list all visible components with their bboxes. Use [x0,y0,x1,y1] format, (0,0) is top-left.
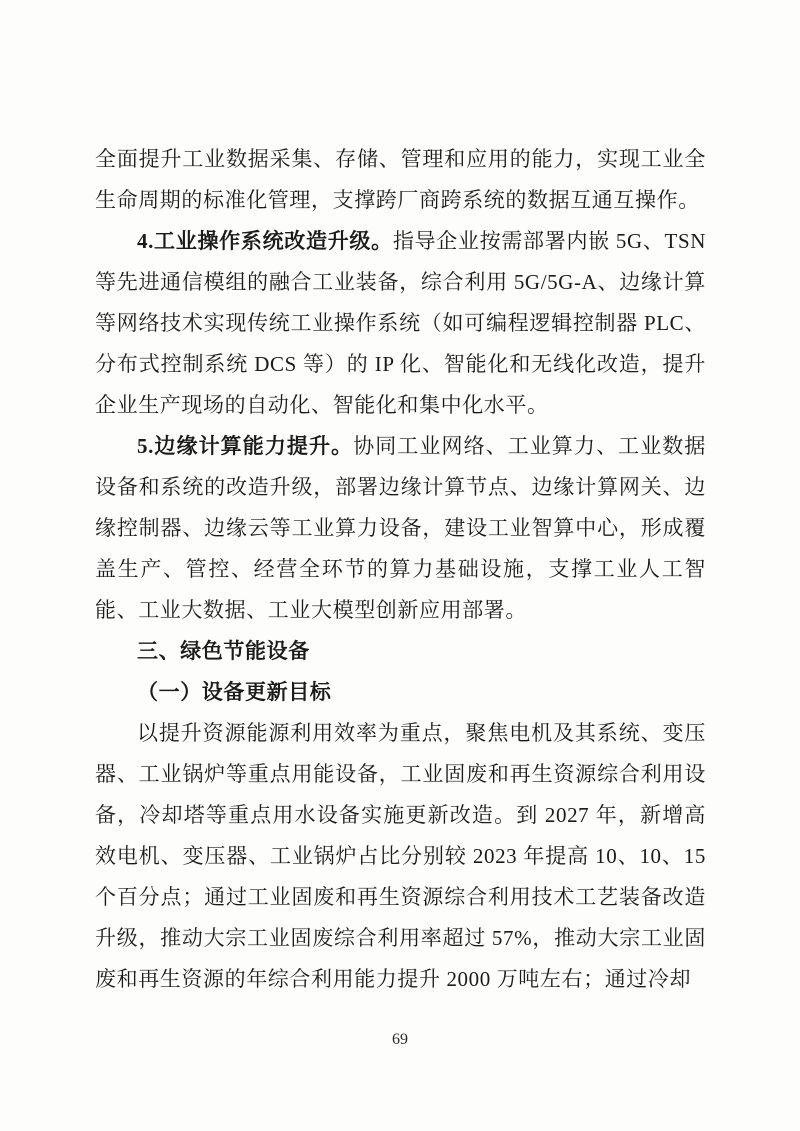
item-4-body-text: 指导企业按需部署内嵌 5G、TSN 等先进通信模组的融合工业装备，综合利用 5G/5G-A、边缘计算等网络技术实现传统工业操作系统（如可编程逻辑控制器 PLC、分布式控制系统 DCS 等）的 IP 化、智能化和无线化改造，提升企业生产现场的自动化、智能化和集中化水平。 [95,229,706,417]
paragraph-continuation: 全面提升工业数据采集、存储、管理和应用的能力，实现工业全生命周期的标准化管理，支撑跨厂商跨系统的数据互通互操作。 [95,147,706,212]
paragraph-item-4 [95,221,706,426]
item-4-lead-heading: 4.工业操作系统改造升级。 [137,229,393,253]
document-body [95,139,706,1000]
item-5-lead-heading: 5.边缘计算能力提升。 [137,434,354,458]
paragraph-item-5 [95,426,706,631]
paragraph-update-goals: 以提升资源能源利用效率为重点，聚焦电机及其系统、变压器、工业锅炉等重点用能设备，工业固废和再生资源综合利用设备，冷却塔等重点用水设备实施更新改造。到 2027 年，新增高效电机、变压器、工业锅炉占比分别较 2023 年提高 10、10、15 个百分点；通过工业固废和再生资源综合利用技术工艺装备改造升级，推动大宗工业固废综合利用率超过 57%，推动大宗工业固废和再生资源的年综合利用能力提升 2000 万吨左右；通过冷却 [95,721,706,991]
page-number: 69 [392,1031,408,1048]
item-5-body-text: 协同工业网络、工业算力、工业数据设备和系统的改造升级，部署边缘计算节点、边缘计算网关、边缘控制器、边缘云等工业算力设备，建设工业智算中心，形成覆盖生产、管控、经营全环节的算力基础设施，支撑工业人工智能、工业大数据、工业大模型创新应用部署。 [95,434,706,622]
section-3-heading: 三、绿色节能设备 [137,640,310,663]
subsection-1-heading: （一）设备更新目标 [137,680,332,704]
